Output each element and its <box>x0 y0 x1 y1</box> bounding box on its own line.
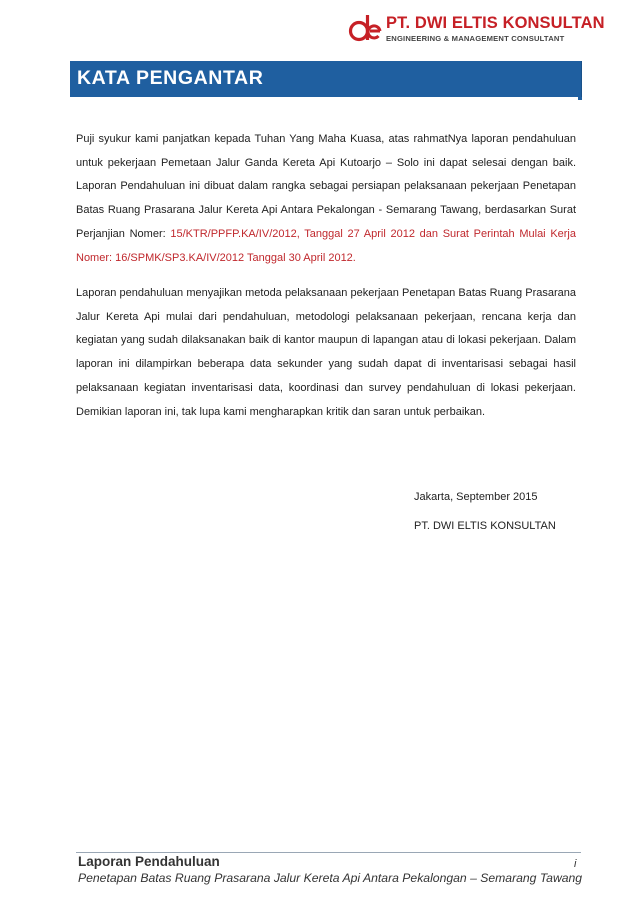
title-bar-accent <box>578 97 582 100</box>
intro-paragraph <box>76 128 576 270</box>
company-tagline: ENGINEERING & MANAGEMENT CONSULTANT <box>386 34 565 43</box>
footer-divider <box>76 852 581 853</box>
report-description-paragraph: Laporan pendahuluan menyajikan metoda pelaksanaan pekerjaan Penetapan Batas Ruang Prasarana Jalur Kereta Api mulai dari pendahuluan, metodologi pelaksanaan pekerjaan, rencana kerja dan kegiatan yang sudah dilaksanakan baik di kantor maupun di lapangan atau di lokasi pekerjaan. Dalam laporan ini dilampirkan beberapa data sekunder yang sudah dapat di inventarisasi sebagai hasil pelaksanaan kegiatan inventarisasi data, koordinasi dan survey pendahuluan di lokasi pekerjaan. Demikian laporan ini, tak lupa kami mengharapkan kritik dan saran untuk perbaikan. <box>76 287 576 418</box>
page-number: i <box>574 858 577 870</box>
de-monogram-logo-icon <box>348 12 382 46</box>
footer-subtitle: Penetapan Batas Ruang Prasarana Jalur Kereta Api Antara Pekalongan – Semarang Tawang <box>78 871 583 885</box>
signature-place-date: Jakarta, September 2015 <box>414 491 538 503</box>
company-name: PT. DWI ELTIS KONSULTAN <box>386 14 605 32</box>
footer-title: Laporan Pendahuluan <box>78 854 220 869</box>
intro-paragraph-text: Puji syukur kami panjatkan kepada Tuhan Yang Maha Kuasa, atas rahmatNya laporan pendahuluan untuk pekerjaan Pemetaan Jalur Ganda Kereta Api Kutoarjo – Solo ini dapat selesai dengan baik. Laporan Pendahuluan ini dibuat dalam rangka sebagai persiapan pelaksanaan pekerjaan Penetapan Batas Ruang Prasarana Jalur Kereta Api Antara Pekalongan - Semarang Tawang, berdasarkan Surat Perjanjian Nomer: <box>76 133 576 240</box>
section-title-bar <box>70 61 582 97</box>
signature-company: PT. DWI ELTIS KONSULTAN <box>414 520 556 532</box>
company-header <box>348 12 605 46</box>
page-title: KATA PENGANTAR <box>77 67 264 89</box>
contract-reference-text: 15/KTR/PPFP.KA/IV/2012, Tanggal 27 April 2012 dan Surat Perintah Mulai Kerja Nomer: 16/SPMK/SP3.KA/IV/2012 Tanggal 30 April 2012. <box>76 227 576 264</box>
